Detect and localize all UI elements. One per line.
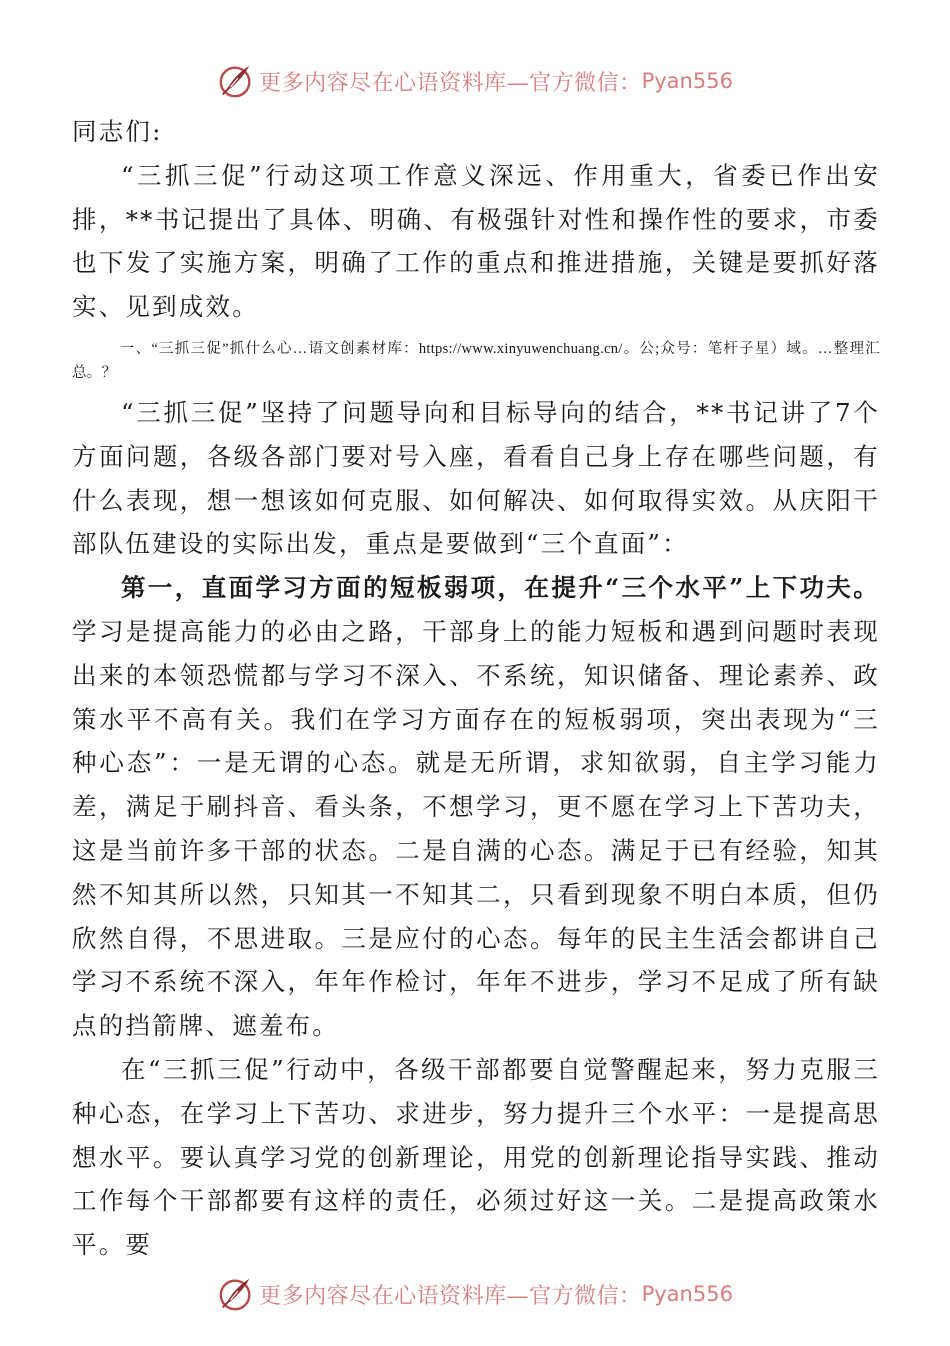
paragraph-3-text: 学习是提高能力的必由之路，干部身上的能力短板和遇到问题时表现出来的本领恐慌都与学习不深入、不系统，知识储备、理论素养、政策水平不高有关。我们在学习方面存在的短板弱项，突出表现为“三种心态”：一是无谓的心态。就是无所谓，求知欲弱，自主学习能力差，满足于刷抖音、看头条，不想学习，更不愿在学习上下苦功夫，这是当前许多干部的状态。二是自满的心态。满足于已有经验，知其然不知其所以然，只知其一不知其二，只看到现象不明白本质，但仍欣然自得，不思进取。三是应付的心态。每年的民主生活会都讲自己学习不系统不深入，年年作检讨，年年不进步，学习不足成了所有缺点的挡箭牌、遮羞布。 xyxy=(72,616,880,1041)
paragraph-1: “三抓三促”行动这项工作意义深远、作用重大，省委已作出安排，**书记提出了具体、明确、有极强针对性和操作性的要求，市委也下发了实施方案，明确了工作的重点和推进措施，关键是要抓好落实、见到成效。 xyxy=(72,160,880,322)
banner-wechat-id: Pyan556 xyxy=(641,1282,733,1306)
paragraph-4: 在“三抓三促”行动中，各级干部都要自觉警醒起来，努力克服三种心态，在学习上下苦功、求进步，努力提升三个水平：一是提高思想水平。要认真学习党的创新理论，用党的创新理论指导实践、推动工作每个干部都要有这样的责任，必须过好这一关。二是提高政策水平。要 xyxy=(72,1054,880,1260)
feather-pen-seal-icon xyxy=(217,1275,255,1313)
banner-text: 更多内容尽在心语资料库—官方微信： xyxy=(259,1283,642,1309)
document-body xyxy=(72,110,880,1267)
paragraph-2: “三抓三促”坚持了问题导向和目标导向的结合，**书记讲了7个方面问题，各级各部门要对号入座，看看自己身上存在哪些问题，有什么表现，想一想该如何克服、如何解决、如何取得实效。从庆阳干部队伍建设的实际出发，重点是要做到“三个直面”： xyxy=(72,397,880,559)
header-banner xyxy=(0,58,950,104)
source-note: 一、“三抓三促”抓什么心…语文创素材库：https://www.xinyuwenchuang.cn/。公;众号：笔杆子星）域。…整理汇总。？ xyxy=(72,340,880,381)
section-heading-1: 第一，直面学习方面的短板弱项，在提升“三个水平”上下功夫。 xyxy=(121,573,880,603)
footer-banner xyxy=(0,1271,950,1317)
banner-text: 更多内容尽在心语资料库—官方微信： xyxy=(259,70,642,96)
banner-wechat-id: Pyan556 xyxy=(641,69,733,93)
paragraph-3 xyxy=(72,566,880,1048)
feather-pen-seal-icon xyxy=(217,62,255,100)
salutation: 同志们: xyxy=(72,117,163,146)
